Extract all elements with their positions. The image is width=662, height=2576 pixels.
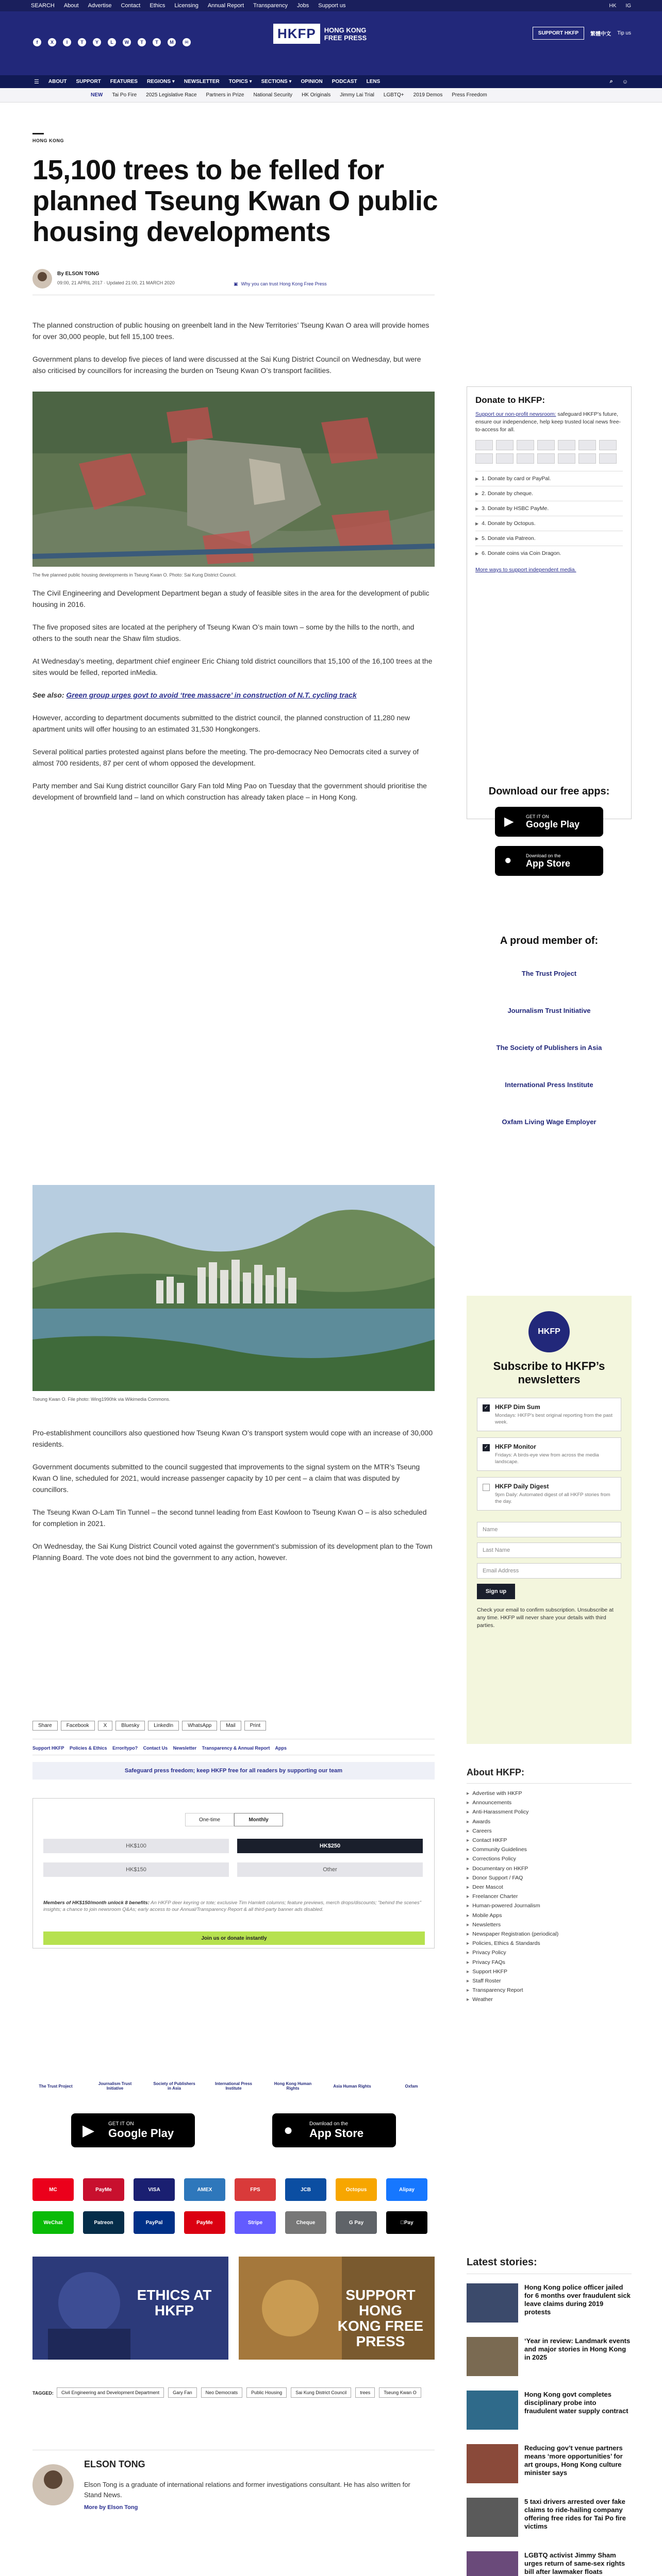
apple-icon: ● <box>504 853 512 867</box>
card-icon <box>599 453 617 464</box>
amount-option[interactable]: HK$150 <box>43 1862 229 1877</box>
spacer <box>477 1517 621 1522</box>
author-link[interactable]: ELSON TONG <box>65 271 100 277</box>
nav-newsletter[interactable]: NEWSLETTER <box>184 79 220 84</box>
card-icon <box>537 453 555 464</box>
article-dates: 09:00, 21 APRIL 2017 · Updated 21:00, 21 MARCH 2020 <box>57 280 175 285</box>
story-title[interactable]: 5 taxi drivers arrested over fake claims to ride-hailing company offering free rides for Tai Po fire victims <box>524 2498 626 2530</box>
member-list <box>467 959 632 1136</box>
member-logo[interactable]: Journalism Trust Initiative <box>507 1006 591 1014</box>
paragraph: The planned construction of public housing on greenbelt land in the New Territories’ Tseung Kwan O area will provide homes for over 30,000 people, but fell 15,100 trees. <box>32 321 429 341</box>
partner-logo[interactable]: Society of Publishers in Asia <box>153 2081 195 2091</box>
telegram-icon[interactable]: T <box>138 38 146 46</box>
share-x[interactable]: X <box>98 1721 113 1731</box>
byline <box>32 269 435 298</box>
payment-logo[interactable]: AMEX <box>184 2178 225 2201</box>
newsletter-note: Check your email to confirm subscription. Unsubscribe at any time. HKFP will never share your details with third parties. <box>477 1607 614 1629</box>
store-small: Download on the <box>309 2121 349 2127</box>
facebook-icon[interactable]: f <box>33 38 41 46</box>
trending-item[interactable]: Jimmy Lai Trial <box>340 92 374 98</box>
about-widget <box>467 1767 632 2005</box>
card-icon <box>599 440 617 450</box>
card-icon <box>496 440 514 450</box>
about-link[interactable]: ▸ Privacy Policy <box>467 1948 632 1957</box>
tag[interactable]: trees <box>355 2387 375 2398</box>
author-bio: Elson Tong is a graduate of international relations and former investigations consultant. He has also written for Stand News. <box>84 2481 410 2499</box>
payment-logo[interactable]: Pay <box>386 2211 427 2234</box>
support-links <box>32 1745 435 1751</box>
header-actions <box>533 27 631 40</box>
share-facebook[interactable]: Facebook <box>61 1721 95 1731</box>
option-desc: Fridays: A birds-eye view from across the media landscape. <box>495 1452 599 1465</box>
language-switch[interactable]: 繁體中文 <box>590 31 611 37</box>
share-print[interactable]: Print <box>244 1721 267 1731</box>
newsletter-option[interactable] <box>477 1437 621 1471</box>
name-input[interactable]: Name <box>477 1522 621 1537</box>
about-link[interactable]: ▸ Newsletters <box>467 1920 632 1929</box>
support-link[interactable]: Contact Us <box>143 1745 168 1751</box>
more-by-author-link[interactable]: More by Elson Tong <box>84 2504 138 2511</box>
story-title[interactable]: Reducing gov’t venue partners means ‘more opportunities’ for art groups, Hong Kong culture minister says <box>524 2444 623 2477</box>
partner-logos <box>32 2081 435 2091</box>
whatsapp-icon[interactable]: W <box>123 38 131 46</box>
checkbox-checked-icon[interactable]: ✓ <box>483 1444 490 1451</box>
logo-line1: HONG KONG <box>324 26 367 34</box>
paragraph: Several political parties protested against plans before the meeting. The pro-democracy Neo Democrats cited a survey of almost 700 residents, 87 per cent of whom opposed the development. <box>32 748 419 767</box>
story-thumbnail <box>467 2283 518 2323</box>
option-name: HKFP Daily Digest <box>495 1483 549 1490</box>
card-icon <box>475 453 493 464</box>
share-mail[interactable]: Mail <box>220 1721 241 1731</box>
trending-item[interactable]: HK Originals <box>302 92 331 98</box>
site-logo[interactable] <box>273 24 367 44</box>
support-link[interactable]: Policies & Ethics <box>70 1745 107 1751</box>
share-linkedin[interactable]: LinkedIn <box>148 1721 179 1731</box>
newsletter-title: Subscribe to HKFP’s newsletters <box>493 1360 605 1386</box>
story-thumbnail <box>467 2498 518 2537</box>
nav-sections[interactable]: SECTIONS ▾ <box>261 79 292 84</box>
topbar-transparency[interactable]: Transparency <box>253 3 288 9</box>
trending-item[interactable]: Tai Po Fire <box>112 92 137 98</box>
town-photo-image <box>32 1185 435 1391</box>
newsletter-option[interactable] <box>477 1398 621 1431</box>
latest-stories-widget <box>467 2257 632 2576</box>
story-item[interactable] <box>467 2551 632 2576</box>
story-thumbnail <box>467 2551 518 2576</box>
payment-logo[interactable]: PayMe <box>184 2211 225 2234</box>
paragraph: Party member and Sai Kung district councillor Gary Fan told Ming Pao on Tuesday that the government should prioritise the development of brownfield land – land on which construction has already taken place – in Hong Kong. <box>32 782 427 801</box>
share-bluesky[interactable]: Bluesky <box>115 1721 145 1731</box>
card-icon <box>558 440 575 450</box>
payment-methods <box>32 2178 435 2234</box>
amount-option[interactable]: HK$100 <box>43 1839 229 1853</box>
paragraph: The five proposed sites are located at the periphery of Tseung Kwan O’s main town – some by the hills to the north, and others to the south near the Shaw film studios. <box>32 623 415 642</box>
card-icon <box>475 440 493 450</box>
payment-logo[interactable]: Octopus <box>336 2178 377 2201</box>
story-item[interactable] <box>467 2498 632 2551</box>
logo-mark: HKFP <box>273 24 320 44</box>
tag-list <box>57 2387 433 2398</box>
avatar <box>32 2464 74 2505</box>
paragraph: At Wednesday’s meeting, department chief engineer Eric Chiang told district councillors that 15,100 of the 16,100 trees at the sites would be felled, reported inMedia. <box>32 657 433 676</box>
donate-intro <box>475 411 623 434</box>
x-icon[interactable]: X <box>48 38 56 46</box>
paragraph: The Civil Engineering and Development Department began a study of feasible sites in the area for the development of public housing in 2016. <box>32 589 429 608</box>
google-play-button[interactable] <box>495 807 603 837</box>
menu-icon[interactable]: ☰ <box>34 79 39 85</box>
partner-logo[interactable]: International Press Institute <box>214 2081 253 2091</box>
card-icon <box>537 440 555 450</box>
about-link[interactable]: ▸ Freelancer Charter <box>467 1892 632 1901</box>
join-donate-button[interactable]: Join us or donate instantly <box>43 1931 425 1945</box>
donate-option[interactable]: ▶ 4. Donate by Octopus. <box>475 516 623 531</box>
member-benefits <box>43 1900 425 1913</box>
about-link[interactable]: ▸ Corrections Policy <box>467 1854 632 1863</box>
about-link[interactable]: ▸ Privacy FAQs <box>467 1958 632 1967</box>
app-store-button[interactable] <box>495 846 603 876</box>
card-icon <box>517 440 534 450</box>
payment-logo[interactable]: JCB <box>285 2178 326 2201</box>
newsletter-option[interactable] <box>477 1477 621 1511</box>
about-link[interactable]: ▸ Newspaper Registration (periodical) <box>467 1929 632 1939</box>
topbar-hk[interactable]: HK <box>609 3 617 9</box>
account-icon[interactable]: ☺ <box>622 78 628 85</box>
benefits-text: An HKFP deer keyring or tote; exclusive Tim Hamlett columns; feature previews, merch drops/discounts; "behind the scenes" insights; a chance to join newsroom Q&As; early access to our Annual/Transparency Report & all third-party banner ads disabled. <box>43 1900 421 1912</box>
payment-logo[interactable]: FPS <box>235 2178 276 2201</box>
card-icon <box>496 453 514 464</box>
trending-item[interactable]: LGBTQ+ <box>383 92 404 98</box>
tags-label: TAGGED: <box>32 2391 54 2396</box>
article-body-2 <box>32 587 435 814</box>
byline-author <box>57 271 100 277</box>
topbar-contact[interactable]: Contact <box>121 3 141 9</box>
payment-logo[interactable]: PayPal <box>134 2211 175 2234</box>
article-headline: 15,100 trees to be felled for planned Tseung Kwan O public housing developments <box>32 155 438 247</box>
linkedin-icon[interactable]: L <box>108 38 116 46</box>
story-title[interactable]: Hong Kong govt completes disciplinary probe into fraudulent water supply contract <box>524 2391 628 2415</box>
nav-about[interactable]: ABOUT <box>48 79 67 84</box>
member-logo[interactable]: Oxfam Living Wage Employer <box>502 1117 597 1126</box>
payment-logo[interactable]: G Pay <box>336 2211 377 2234</box>
partner-logo[interactable]: Hong Kong Human Rights <box>274 2081 312 2091</box>
trending-item[interactable]: Partners in Prize <box>206 92 244 98</box>
nav-support[interactable]: SUPPORT <box>76 79 101 84</box>
donation-form <box>32 1798 435 1948</box>
story-item[interactable] <box>467 2283 632 2337</box>
about-link[interactable]: ▸ Staff Roster <box>467 1976 632 1986</box>
site-header <box>0 11 662 75</box>
author-box <box>32 2450 435 2511</box>
tag[interactable]: Tseung Kwan O <box>379 2387 421 2398</box>
paragraph: However, according to department documents submitted to the district council, the planned construction of 11,280 new apartment units will offer housing to an estimated 31,530 Hongkongers. <box>32 714 410 733</box>
story-thumbnail <box>467 2391 518 2430</box>
more-ways-link[interactable]: More ways to support independent media. <box>475 567 576 573</box>
story-thumbnail <box>467 2337 518 2376</box>
byline-prefix: By <box>57 271 64 277</box>
trending-bar <box>0 88 662 103</box>
support-promo[interactable] <box>239 2257 435 2360</box>
about-link[interactable]: ▸ Anti-Harassment Policy <box>467 1807 632 1817</box>
tip-us-link[interactable]: Tip us <box>617 30 631 36</box>
partner-logo[interactable]: Journalism Trust Initiative <box>98 2081 132 2091</box>
see-also <box>32 689 435 701</box>
tiktok-icon[interactable]: T <box>153 38 161 46</box>
apps-widget <box>467 786 632 876</box>
article-body-1 <box>32 319 435 387</box>
latest-title: Latest stories: <box>467 2257 632 2274</box>
support-link[interactable]: Newsletter <box>173 1745 197 1751</box>
amount-option-selected[interactable]: HK$250 <box>237 1839 423 1853</box>
topbar-annual-report[interactable]: Annual Report <box>207 3 244 9</box>
about-link[interactable]: ▸ Transparency Report <box>467 1986 632 1995</box>
support-link[interactable]: Apps <box>275 1745 287 1751</box>
monthly-option[interactable]: Monthly <box>234 1813 283 1826</box>
see-also-prefix: See also: <box>32 691 64 699</box>
about-title: About HKFP: <box>467 1767 632 1784</box>
story-title[interactable]: ‘Year in review: Landmark events and major stories in Hong Kong in 2025 <box>524 2337 631 2361</box>
nav-regions[interactable]: REGIONS ▾ <box>146 79 175 84</box>
donate-option[interactable]: ▶ 5. Donate via Patreon. <box>475 531 623 546</box>
store-big: App Store <box>526 858 571 869</box>
membership-widget <box>467 935 632 1145</box>
apps-title: Download our free apps: <box>488 786 610 797</box>
about-link[interactable]: ▸ Support HKFP <box>467 1967 632 1976</box>
donate-title: Donate to HKFP: <box>475 395 545 405</box>
about-link[interactable]: ▸ Mobile Apps <box>467 1911 632 1920</box>
option-desc: 9pm Daily: Automated digest of all HKFP stories from the day. <box>495 1492 610 1504</box>
store-big: App Store <box>309 2126 364 2140</box>
social-icons <box>33 38 191 46</box>
amount-option[interactable]: Other <box>237 1862 423 1877</box>
google-play-button[interactable] <box>71 2113 195 2147</box>
paragraph: Government plans to develop five pieces of land were discussed at the Sai Kung District Council on Wednesday, but were also criticised by councillors for increasing the burden on Tseung Kwan O’s transport facilities. <box>32 355 421 375</box>
payment-logo[interactable]: Stripe <box>235 2211 276 2234</box>
google-play-icon: ▶ <box>504 815 514 828</box>
instagram-icon[interactable]: I <box>63 38 71 46</box>
one-time-option[interactable]: One-time <box>185 1813 234 1826</box>
paragraph: On Wednesday, the Sai Kung District Council voted against the government’s submission of its development plan to the Town Planning Board. The vote does not bind the government to any action, however. <box>32 1542 433 1562</box>
option-desc: Mondays: HKFP’s best original reporting from the past week. <box>495 1413 613 1425</box>
payment-logo[interactable]: WeChat <box>32 2211 74 2234</box>
member-logo[interactable]: International Press Institute <box>505 1080 593 1089</box>
store-small: Download on the <box>526 853 561 858</box>
payment-logo[interactable]: MC <box>32 2178 74 2201</box>
payment-logo[interactable]: PayMe <box>83 2178 124 2201</box>
youtube-icon[interactable]: Y <box>93 38 101 46</box>
tag[interactable]: Gary Fan <box>168 2387 197 2398</box>
safeguard-banner[interactable]: Safeguard press freedom; keep HKFP free for all readers by supporting our team <box>32 1762 435 1780</box>
nav-lens[interactable]: LENS <box>366 79 380 84</box>
about-link[interactable]: ▸ Weather <box>467 1995 632 2004</box>
nav-opinion[interactable]: OPINION <box>301 79 323 84</box>
about-link[interactable]: ▸ Advertise with HKFP <box>467 1789 632 1798</box>
store-small: GET IT ON <box>526 814 549 819</box>
donate-option[interactable]: ▶ 3. Donate by HSBC PayMe. <box>475 501 623 516</box>
tag[interactable]: Public Housing <box>246 2387 287 2398</box>
about-link[interactable]: ▸ Human-powered Journalism <box>467 1901 632 1910</box>
about-link[interactable]: ▸ Community Guidelines <box>467 1845 632 1854</box>
nav-features[interactable]: FEATURES <box>110 79 138 84</box>
logo-line2: FREE PRESS <box>324 33 367 42</box>
store-big: Google Play <box>526 819 580 829</box>
member-logo[interactable]: The Society of Publishers in Asia <box>496 1043 602 1052</box>
topbar-search[interactable]: SEARCH <box>31 3 55 9</box>
email-input[interactable]: Email Address <box>477 1563 621 1579</box>
last-name-input[interactable]: Last Name <box>477 1543 621 1558</box>
about-link[interactable]: ▸ Announcements <box>467 1798 632 1807</box>
article-photo-1 <box>32 392 435 578</box>
story-thumbnail <box>467 2444 518 2483</box>
story-item[interactable] <box>467 2391 632 2444</box>
about-link[interactable]: ▸ Donor Support / FAQ <box>467 1873 632 1883</box>
frequency-toggle <box>185 1813 283 1826</box>
photo-caption: Tseung Kwan O. File photo: Wing1990hk via Wikimedia Commons. <box>32 1397 171 1402</box>
support-link[interactable]: Error/typo? <box>112 1745 138 1751</box>
nav-topics[interactable]: TOPICS ▾ <box>228 79 252 84</box>
card-icon <box>578 453 596 464</box>
partner-logo[interactable]: The Trust Project <box>39 2083 73 2089</box>
topbar-advertise[interactable]: Advertise <box>88 3 112 9</box>
story-title[interactable]: Hong Kong police officer jailed for 6 months over fraudulent sick leave claims during 2019 protests <box>524 2283 631 2316</box>
about-link[interactable]: ▸ Contact HKFP <box>467 1836 632 1845</box>
card-icon <box>578 440 596 450</box>
topbar-support[interactable]: Support us <box>318 3 346 9</box>
option-name: HKFP Dim Sum <box>495 1403 540 1411</box>
trending-item[interactable]: 2019 Demos <box>413 92 443 98</box>
topbar-ig[interactable]: IG <box>625 3 631 9</box>
article-body-3 <box>32 1427 435 1574</box>
member-logo[interactable]: The Trust Project <box>521 969 577 977</box>
support-hkfp-button[interactable]: SUPPORT HKFP <box>533 27 584 40</box>
tag[interactable]: Neo Democrats <box>201 2387 243 2398</box>
sign-up-button[interactable]: Sign up <box>477 1584 515 1599</box>
share-row <box>32 1721 266 1731</box>
paragraph: The Tseung Kwan O-Lam Tin Tunnel – the second tunnel leading from East Kowloon to Tseung Kwan O – is also scheduled for completion in 2021. <box>32 1508 427 1528</box>
hkfp-badge: HKFP <box>528 1311 570 1352</box>
payment-logo[interactable]: Cheque <box>285 2211 326 2234</box>
main-nav <box>0 75 662 88</box>
member-title: A proud member of: <box>500 935 599 946</box>
threads-icon[interactable]: T <box>78 38 86 46</box>
paragraph: Pro-establishment councillors also questioned how Tseung Kwan O’s transport system would cope with an increase of 30,000 residents. <box>32 1429 433 1448</box>
donate-option[interactable]: ▶ 1. Donate by card or PayPal. <box>475 471 623 486</box>
app-store-button[interactable] <box>272 2113 396 2147</box>
trending-item[interactable]: National Security <box>253 92 293 98</box>
about-link[interactable]: ▸ Documentary on HKFP <box>467 1864 632 1873</box>
article-kicker[interactable]: HONG KONG <box>32 138 64 143</box>
about-links <box>467 1789 632 2005</box>
logo-text <box>324 26 367 42</box>
trust-link[interactable]: ▣ Why you can trust Hong Kong Free Press <box>234 281 327 287</box>
partner-logo[interactable]: Oxfam <box>405 2083 418 2089</box>
donate-option[interactable]: ▶ 2. Donate by cheque. <box>475 486 623 501</box>
topbar-jobs[interactable]: Jobs <box>297 3 309 9</box>
promo-label: ETHICS AT HKFP <box>137 2287 212 2318</box>
donate-widget <box>467 386 632 819</box>
about-link[interactable]: ▸ Awards <box>467 1817 632 1826</box>
story-item[interactable] <box>467 2337 632 2391</box>
trending-item[interactable]: 2025 Legislative Race <box>146 92 197 98</box>
promo-label: SUPPORT HONG KONG FREE PRESS <box>337 2287 424 2349</box>
mail-icon[interactable]: ✉ <box>183 38 191 46</box>
payment-logo[interactable]: Patreon <box>83 2211 124 2234</box>
see-also-link[interactable]: Green group urges govt to avoid ‘tree massacre’ in construction of N.T. cycling track <box>66 691 357 699</box>
topbar-licensing[interactable]: Licensing <box>174 3 198 9</box>
share-label: Share <box>32 1721 58 1731</box>
donate-options <box>475 471 623 561</box>
share-whatsapp[interactable]: WhatsApp <box>182 1721 217 1731</box>
utility-bar <box>0 0 662 11</box>
payment-logo[interactable]: Alipay <box>386 2178 427 2201</box>
avatar <box>32 269 52 289</box>
checkbox-checked-icon[interactable]: ✓ <box>483 1404 490 1412</box>
payment-icons <box>475 440 623 464</box>
payment-logo[interactable]: VISA <box>134 2178 175 2201</box>
kicker-rule <box>32 133 44 134</box>
support-link[interactable]: Transparency & Annual Report <box>202 1745 270 1751</box>
apple-icon: ● <box>284 2122 293 2139</box>
donate-intro-link[interactable]: Support our non-profit newsroom: <box>475 411 556 417</box>
card-icon <box>517 453 534 464</box>
checkbox-unchecked-icon[interactable] <box>483 1484 490 1491</box>
trending-item[interactable]: Press Freedom <box>452 92 487 98</box>
tag[interactable]: Civil Engineering and Development Department <box>57 2387 164 2398</box>
benefits-title: Members of HK$150/month unlock 8 benefits: <box>43 1900 150 1906</box>
amount-options <box>43 1839 423 1877</box>
store-big: Google Play <box>108 2126 174 2140</box>
google-play-icon: ▶ <box>82 2122 95 2139</box>
search-icon[interactable]: ⌕ <box>609 78 613 84</box>
option-name: HKFP Monitor <box>495 1443 536 1450</box>
card-icon <box>558 453 575 464</box>
about-link[interactable]: ▸ Policies, Ethics & Standards <box>467 1939 632 1948</box>
tag[interactable]: Sai Kung District Council <box>291 2387 351 2398</box>
paragraph: Government documents submitted to the council suggested that improvements to the signal system on the MTR’s Tseung Kwan O line, scheduled for 2021, would increase passenger capacity by 10 per cent – a claim that was disputed by councillors. <box>32 1463 420 1494</box>
about-link[interactable]: ▸ Deer Mascot <box>467 1883 632 1892</box>
new-badge: NEW <box>91 92 103 98</box>
about-link[interactable]: ▸ Careers <box>467 1826 632 1836</box>
mastodon-icon[interactable]: M <box>168 38 176 46</box>
donate-intro-text: safeguard HKFP’s future, ensure our independence, help keep trusted local news free-to-access for all. <box>475 411 621 433</box>
store-small: GET IT ON <box>108 2121 134 2127</box>
topbar-about[interactable]: About <box>63 3 79 9</box>
satellite-map-image <box>32 392 435 567</box>
newsletter-widget <box>467 1296 632 1744</box>
app-store-buttons <box>32 2113 435 2147</box>
article-photo-2 <box>32 1185 435 1401</box>
topbar-ethics[interactable]: Ethics <box>150 3 166 9</box>
nav-podcast[interactable]: PODCAST <box>332 79 357 84</box>
story-item[interactable] <box>467 2444 632 2498</box>
story-title[interactable]: LGBTQ activist Jimmy Sham urges return of same-sex rights bill after lawmaker floats <box>524 2551 625 2575</box>
donate-option[interactable]: ▶ 6. Donate coins via Coin Dragon. <box>475 546 623 561</box>
support-link[interactable]: Support HKFP <box>32 1745 64 1751</box>
partner-logo[interactable]: Asia Human Rights <box>333 2083 371 2089</box>
ethics-promo[interactable] <box>32 2257 228 2360</box>
photo-caption: The five planned public housing developments in Tseung Kwan O. Photo: Sai Kung District Council. <box>32 572 237 578</box>
author-name[interactable]: ELSON TONG <box>84 2459 145 2469</box>
